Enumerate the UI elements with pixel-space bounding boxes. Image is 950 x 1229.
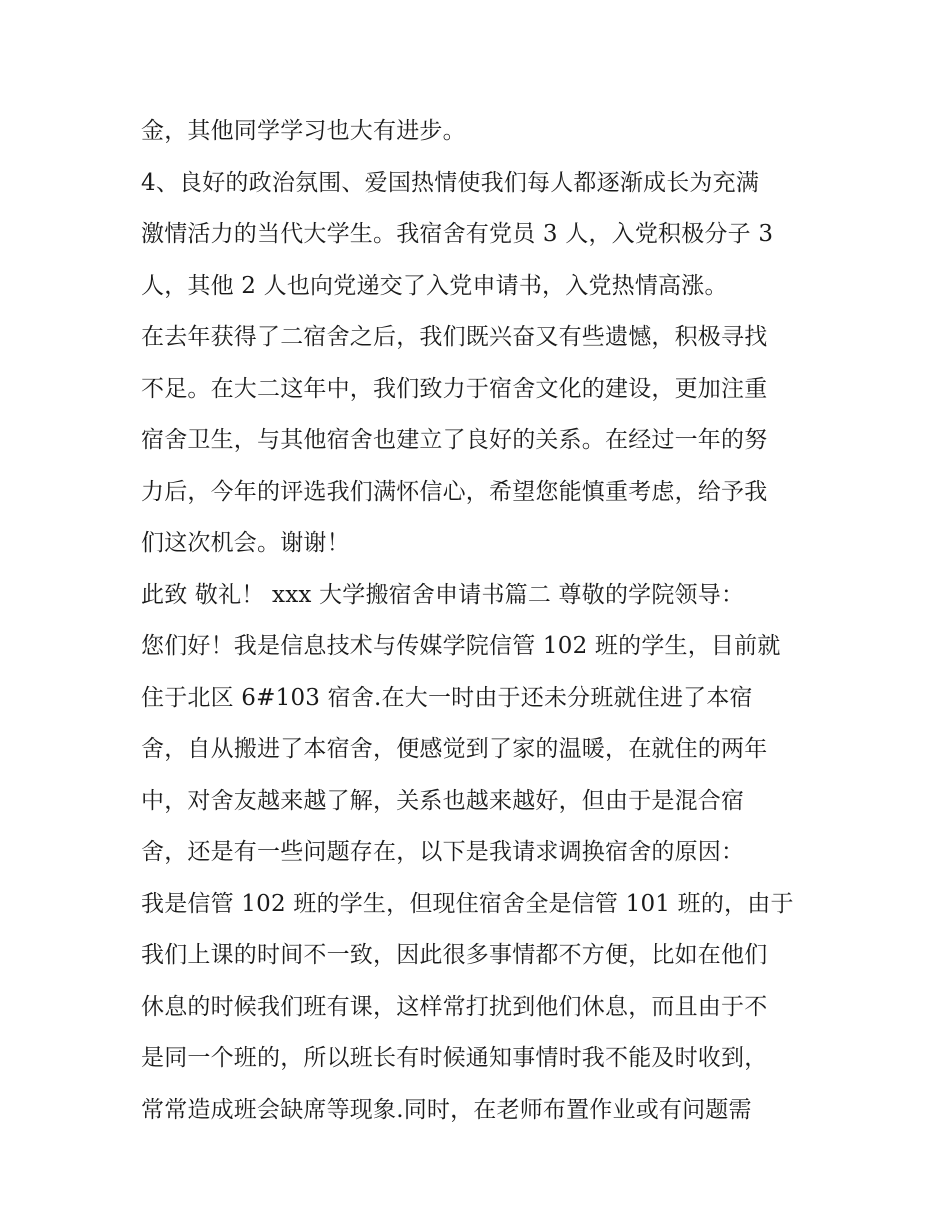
text-line: 舍，还是有一些问题存在，以下是我请求调换宿舍的原因： [141, 839, 745, 865]
text-line: 您们好！我是信息技术与传媒学院信管 102 班的学生，目前就 [141, 633, 781, 659]
text-line: 是同一个班的，所以班长有时候通知事情时我不能及时收到， [141, 1045, 768, 1071]
text-line: 金，其他同学学习也大有进步。 [141, 118, 466, 144]
text-line: 休息的时候我们班有课，这样常打扰到他们休息，而且由于不 [141, 993, 768, 1020]
text-line: 们这次机会。谢谢！ [141, 530, 350, 556]
text-line: 舍，自从搬进了本宿舍，便感觉到了家的温暖，在就住的两年 [141, 736, 768, 762]
document-body [141, 106, 821, 1136]
text-line: 中，对舍友越来越了解，关系也越来越好，但由于是混合宿 [141, 787, 745, 814]
text-line: 4、良好的政治氛围、爱国热情使我们每人都逐渐成长为充满 [141, 169, 760, 196]
text-line: 不足。在大二这年中，我们致力于宿舍文化的建设，更加注重 [141, 375, 768, 402]
text-line: 人，其他 2 人也向党递交了入党申请书，入党热情高涨。 [141, 272, 728, 299]
text-line: 激情活力的当代大学生。我宿舍有党员 3 人，入党积极分子 3 [141, 221, 774, 247]
text-line: 住于北区 6#103 宿舍.在大一时由于还未分班就住进了本宿 [141, 684, 753, 711]
text-line: 我们上课的时间不一致，因此很多事情都不方便，比如在他们 [141, 942, 768, 968]
text-line: 力后，今年的评选我们满怀信心，希望您能慎重考虑，给予我 [141, 478, 768, 505]
text-line: 宿舍卫生，与其他宿舍也建立了良好的关系。在经过一年的努 [141, 427, 768, 453]
text-line: 常常造成班会缺席等现象.同时，在老师布置作业或有问题需 [141, 1096, 752, 1123]
text-line: 在去年获得了二宿舍之后，我们既兴奋又有些遗憾，积极寻找 [141, 324, 768, 350]
text-line: 此致 敬礼！ xxx 大学搬宿舍申请书篇二 尊敬的学院领导： [141, 581, 745, 608]
text-line: 我是信管 102 班的学生，但现住宿舍全是信管 101 班的，由于 [141, 890, 794, 917]
